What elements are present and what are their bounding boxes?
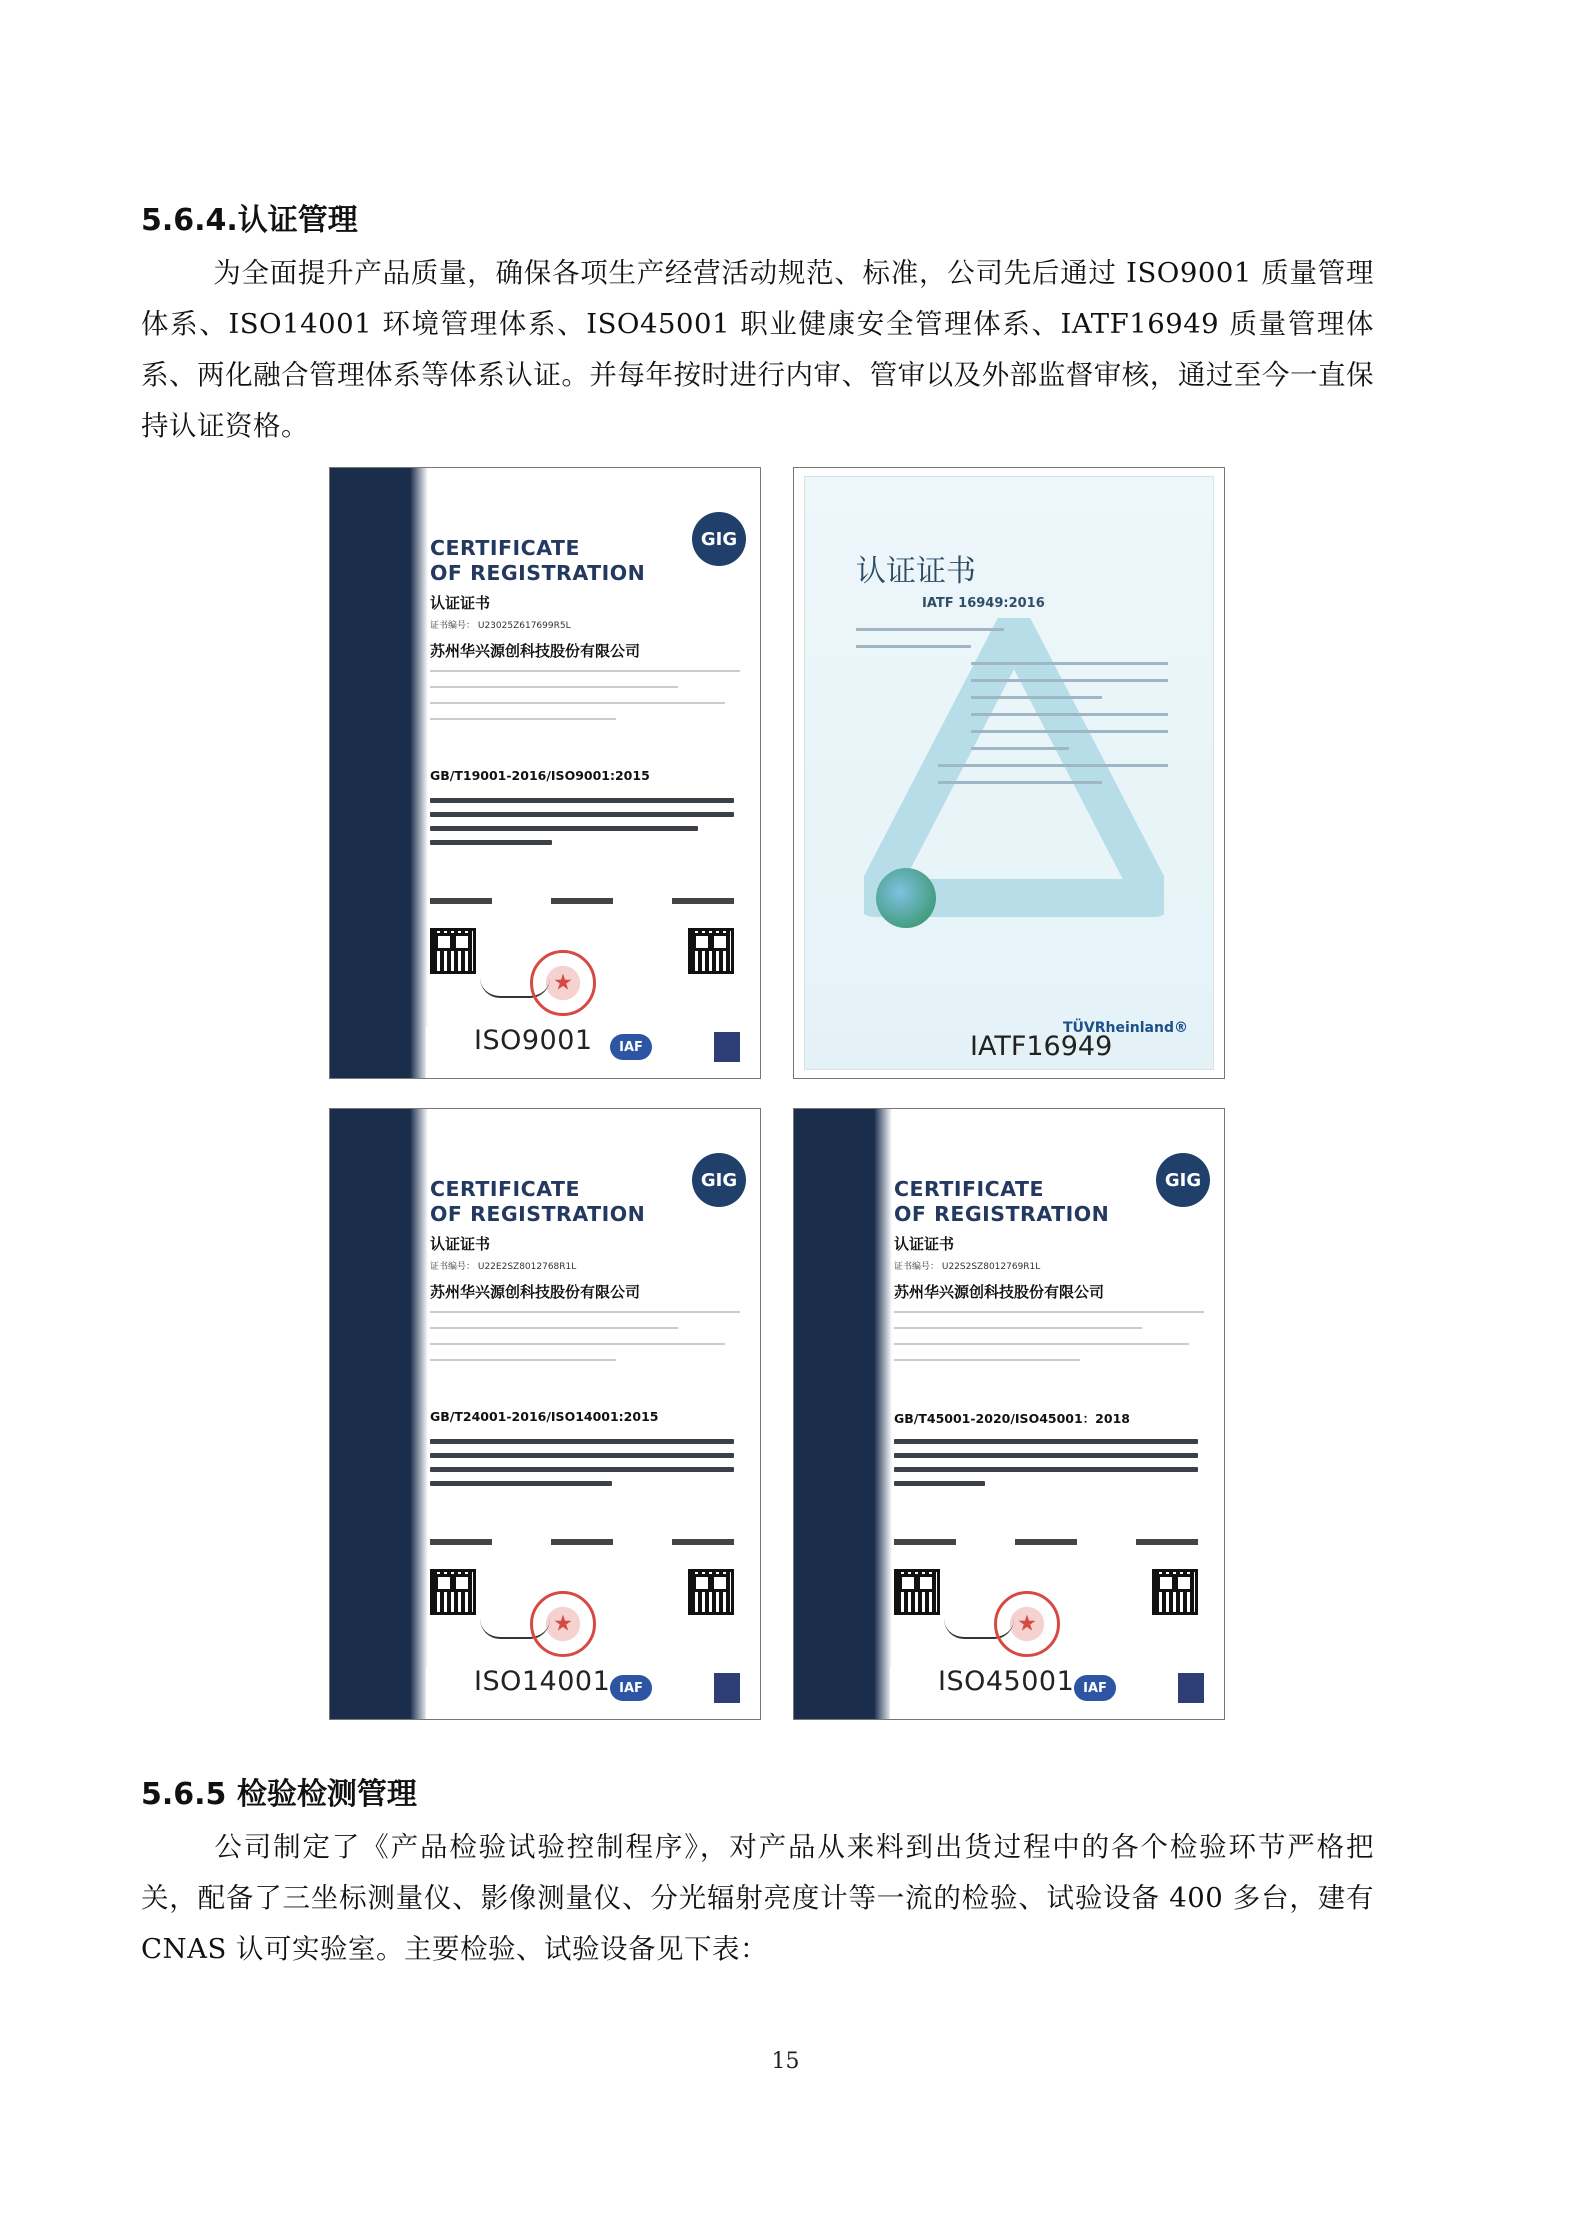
certificate-dates	[430, 1539, 734, 1545]
certificate-heading: CERTIFICATE OF REGISTRATION	[430, 1177, 646, 1226]
qr-code-icon	[688, 1569, 734, 1615]
certificate-number: 证书编号： U22S2SZ8012769R1L	[894, 1262, 1041, 1272]
gig-logo-icon: GIG	[692, 1153, 746, 1207]
iaf-logo-icon: IAF	[610, 1675, 652, 1701]
certificate-iso45001	[793, 1108, 1225, 1720]
certificate-heading: CERTIFICATE OF REGISTRATION	[894, 1177, 1110, 1226]
certificate-scope	[894, 1439, 1198, 1495]
certificate-heading: CERTIFICATE OF REGISTRATION	[430, 536, 646, 585]
certificate-title-zh: 认证证书	[430, 594, 491, 612]
certificate-detail-lines	[894, 1311, 1204, 1375]
certificate-side-band	[330, 1109, 426, 1719]
certificate-company: 苏州华兴源创科技股份有限公司	[430, 1283, 641, 1301]
gig-logo-icon: GIG	[692, 512, 746, 566]
qr-code-icon	[1152, 1569, 1198, 1615]
qr-code-icon	[894, 1569, 940, 1615]
certificate-caption: ISO14001	[474, 1666, 611, 1697]
certificate-scope	[430, 798, 734, 854]
globe-emblem-icon	[876, 868, 936, 928]
section-heading-certification: 5.6.4.认证管理	[141, 203, 358, 238]
certificate-iatf16949	[793, 467, 1225, 1079]
red-seal-icon	[994, 1591, 1060, 1657]
ukas-logo-icon	[712, 1030, 742, 1064]
red-seal-icon	[530, 1591, 596, 1657]
paragraph-inspection-text: 公司制定了《产品检验试验控制程序》，对产品从来料到出货过程中的各个检验环节严格把关，配备了三坐标测量仪、影像测量仪、分光辐射亮度计等一流的检验、试验设备 400 多台，建有 CNAS 认可实验室。主要检验、试验设备见下表：	[141, 1831, 1374, 1965]
certificate-title-zh: 认证证书	[856, 554, 976, 589]
iaf-logo-icon: IAF	[1074, 1675, 1116, 1701]
certificate-scope	[430, 1439, 734, 1495]
certificate-iso9001	[329, 467, 761, 1079]
certificate-side-band	[794, 1109, 890, 1719]
certificate-caption: ISO45001	[938, 1666, 1075, 1697]
certificate-company: 苏州华兴源创科技股份有限公司	[894, 1283, 1105, 1301]
red-seal-icon	[530, 950, 596, 1016]
certificate-title-zh: 认证证书	[430, 1235, 491, 1253]
tuv-rheinland-logo: TÜVRheinland®	[1063, 1020, 1188, 1036]
ukas-logo-icon	[712, 1671, 742, 1705]
certificate-dates	[894, 1539, 1198, 1545]
qr-code-icon	[430, 1569, 476, 1615]
certificate-iso14001	[329, 1108, 761, 1720]
gig-logo-icon: GIG	[1156, 1153, 1210, 1207]
certificate-caption: IATF16949	[970, 1031, 1113, 1062]
certificate-standard: GB/T19001-2016/ISO9001:2015	[430, 768, 650, 783]
certificate-side-band	[330, 468, 426, 1078]
certificate-standard: IATF 16949:2016	[922, 596, 1045, 611]
certificate-company: 苏州华兴源创科技股份有限公司	[430, 642, 641, 660]
ukas-logo-icon	[1176, 1671, 1206, 1705]
certificate-detail-lines	[430, 1311, 740, 1375]
certificate-detail-lines	[430, 670, 740, 734]
certificate-title-zh: 认证证书	[894, 1235, 955, 1253]
certificate-standard: GB/T24001-2016/ISO14001:2015	[430, 1409, 659, 1424]
certificate-number: 证书编号： U23025Z617699R5L	[430, 621, 571, 631]
certificate-number: 证书编号： U22E2SZ8012768R1L	[430, 1262, 577, 1272]
section-heading-inspection: 5.6.5 检验检测管理	[141, 1777, 417, 1812]
certificate-standard: GB/T45001-2020/ISO45001：2018	[894, 1411, 1130, 1426]
paragraph-certification-text: 为全面提升产品质量，确保各项生产经营活动规范、标准，公司先后通过 ISO9001 质量管理体系、ISO14001 环境管理体系、ISO45001 职业健康安全管理体系、IATF16949 质量管理体系、两化融合管理体系等体系认证。并每年按时进行内审、管审以及外部监督审核，通过至今一直保持认证资格。	[141, 257, 1374, 442]
paragraph-certification	[141, 248, 1374, 452]
page-number: 15	[771, 2049, 800, 2074]
certificate-caption: ISO9001	[474, 1025, 593, 1056]
qr-code-icon	[430, 928, 476, 974]
qr-code-icon	[688, 928, 734, 974]
certificate-dates	[430, 898, 734, 904]
paragraph-inspection	[141, 1822, 1374, 1975]
iaf-logo-icon: IAF	[610, 1034, 652, 1060]
certificate-detail-lines	[856, 628, 1184, 798]
